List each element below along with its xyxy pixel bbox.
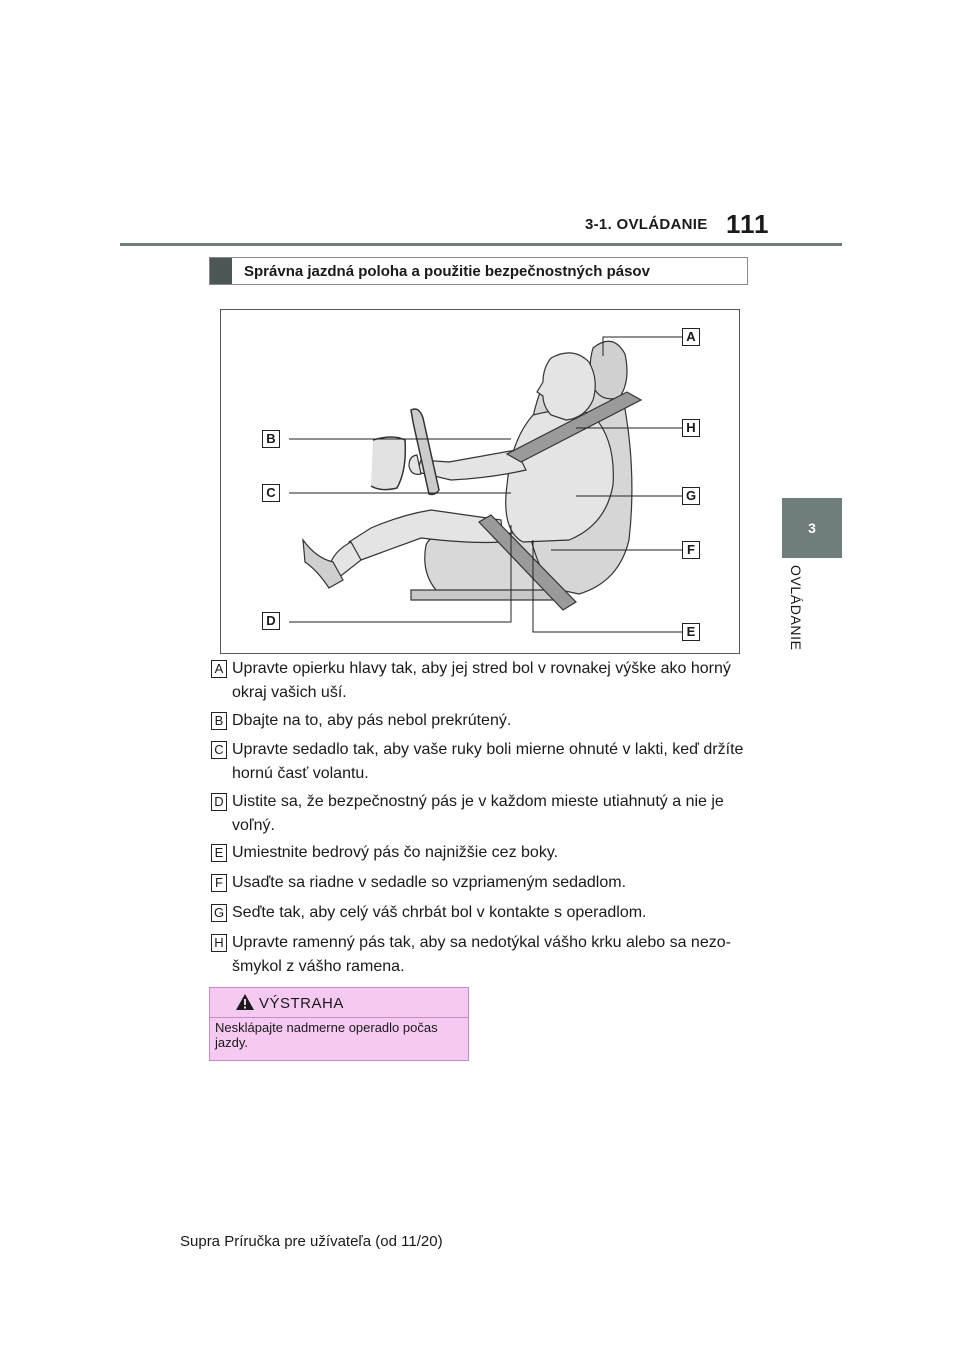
list-item — [211, 901, 751, 925]
seating-figure — [220, 309, 740, 654]
list-item — [211, 709, 751, 733]
item-key: C — [211, 741, 227, 759]
warning-text: Nesklápajte nadmerne operadlo počas jazdy. — [215, 1020, 438, 1050]
list-item — [211, 841, 751, 865]
chapter-title: OVLÁDANIE — [788, 565, 804, 651]
item-key: B — [211, 712, 227, 730]
item-text: Uistite sa, že bezpečnostný pás je v každom mieste utiahnutý a nie je voľný. — [232, 793, 724, 834]
warning-header — [210, 988, 468, 1018]
heading-bar — [210, 258, 232, 284]
item-key: D — [211, 793, 227, 811]
list-item — [211, 738, 751, 786]
section-heading — [209, 257, 748, 285]
footer-text: Supra Príručka pre užívateľa (od 11/20) — [180, 1233, 443, 1250]
driver-illustration — [221, 310, 739, 653]
chapter-title-vertical — [788, 565, 808, 685]
figure-label-b: B — [262, 430, 280, 448]
warning-title: VÝSTRAHA — [259, 995, 344, 1012]
list-item — [211, 657, 751, 705]
heading-text: Správna jazdná poloha a použitie bezpečnostných pásov — [244, 263, 650, 280]
item-key: F — [211, 874, 227, 892]
item-key: E — [211, 844, 227, 862]
item-key: H — [211, 934, 227, 952]
item-text: Umiestnite bedrový pás čo najnižšie cez boky. — [232, 844, 559, 861]
item-key: A — [211, 660, 227, 678]
list-item — [211, 790, 751, 838]
figure-label-e: E — [682, 623, 700, 641]
item-text: Usaďte sa riadne v sedadle so vzpriameným sedadlom. — [232, 874, 627, 891]
figure-label-f: F — [682, 541, 700, 559]
item-text: Upravte opierku hlavy tak, aby jej stred bol v rovnakej výške ako horný okraj vašich uší. — [232, 660, 731, 701]
item-text: Upravte sedadlo tak, aby vaše ruky boli mierne ohnuté v lakti, keď držíte hornú časť volantu. — [232, 741, 744, 782]
item-key: G — [211, 904, 227, 922]
warning-box — [209, 987, 469, 1061]
section-label: 3-1. OVLÁDANIE — [585, 216, 708, 233]
figure-label-d: D — [262, 612, 280, 630]
item-text: Upravte ramenný pás tak, aby sa nedotýkal vášho krku alebo sa nezo-šmykol z vášho ramena. — [232, 934, 731, 975]
warning-triangle-icon — [235, 993, 255, 1011]
figure-label-h: H — [682, 419, 700, 437]
figure-label-g: G — [682, 487, 700, 505]
list-item — [211, 871, 751, 895]
item-text: Dbajte na to, aby pás nebol prekrútený. — [232, 712, 512, 729]
chapter-tab: 3 — [782, 498, 842, 558]
list-item — [211, 931, 751, 979]
item-text: Seďte tak, aby celý váš chrbát bol v kontakte s operadlom. — [232, 904, 647, 921]
page-number: 111 — [726, 209, 770, 239]
figure-label-c: C — [262, 484, 280, 502]
header-rule — [120, 243, 842, 246]
figure-label-a: A — [682, 328, 700, 346]
